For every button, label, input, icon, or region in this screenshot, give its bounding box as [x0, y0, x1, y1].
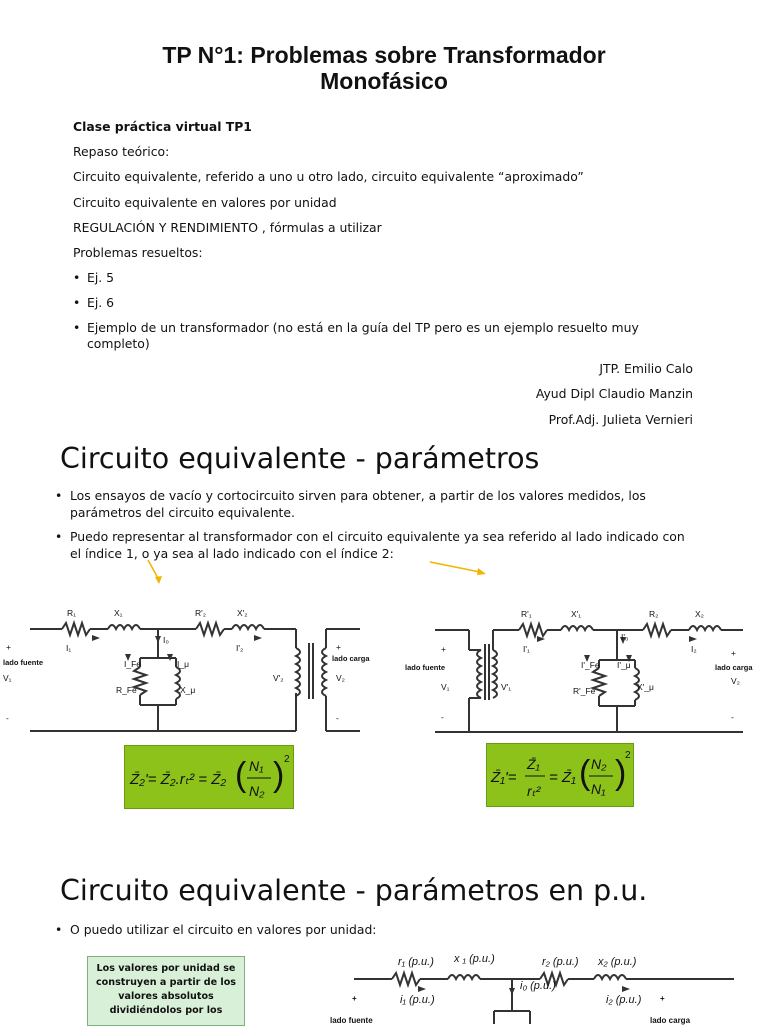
intro-line: Repaso teórico: — [73, 144, 170, 160]
paren-close: ) — [615, 754, 627, 792]
label-x2: X₂ — [695, 609, 704, 619]
title-line-2: Monofásico — [320, 68, 448, 94]
formula-text: Z̄₂'= Z̄₂.rₜ² = Z̄₂ — [130, 771, 227, 788]
per-unit-circuit — [330, 945, 740, 1025]
label-rfe: R_Fe — [116, 685, 137, 695]
formula-z1-referred — [486, 743, 634, 807]
section2-bullet: • Puedo representar al transformador con el circuito equivalente ya sea referido al lado indicado con el índice 1, o ya sea al lado indicado con el índice 2: — [55, 528, 695, 562]
fraction-denominator: N₂ — [249, 783, 265, 799]
label-lado-fuente: lado fuente — [330, 1016, 373, 1025]
plus-sign: + — [731, 648, 736, 658]
author: Prof.Adj. Julieta Vernieri — [548, 411, 693, 427]
plus-sign: + — [336, 642, 341, 652]
label-i2p: I'₂ — [236, 643, 244, 653]
label-x2p: X'₂ — [237, 608, 248, 618]
label-x1-pu: x ₁ (p.u.) — [454, 953, 495, 965]
fraction-numerator: N₁ — [249, 758, 264, 774]
label-r1: R₁ — [67, 608, 77, 618]
arrow-line — [430, 562, 480, 572]
label-x2-pu: x₂ (p.u.) — [598, 956, 637, 968]
paren-open: ( — [579, 754, 591, 792]
label-i1: I₁ — [66, 643, 72, 653]
label-v1: V₁ — [441, 682, 450, 692]
section2-bullet: • Los ensayos de vacío y cortocircuito sirven para obtener, a partir de los valores medidos, los parámetros del circuito equivalente. — [55, 487, 695, 521]
label-ife: I_Fe — [124, 659, 142, 669]
label-r1p: R'₁ — [521, 609, 532, 619]
formula-text: Z̄₁'= — [491, 769, 517, 786]
label-v2: V₂ — [731, 676, 740, 686]
intro-line: REGULACIÓN Y RENDIMIENTO , fórmulas a utilizar — [73, 219, 382, 235]
label-lado-carga: lado carga — [650, 1016, 691, 1025]
minus-sign: - — [336, 713, 339, 723]
label-imu: I_μ — [177, 659, 189, 669]
label-imup: I'_μ — [617, 660, 631, 670]
formula-z2-referred — [124, 745, 294, 809]
label-i1p: I'₁ — [523, 644, 530, 654]
label-lado-fuente: lado fuente — [405, 663, 446, 672]
equivalent-circuit-side-2 — [405, 604, 753, 737]
plus-sign: + — [6, 642, 11, 652]
intro-bullet: • Ej. 6 — [73, 290, 713, 315]
author: Ayud Dipl Claudio Manzin — [535, 386, 693, 402]
plus-sign: + — [441, 644, 446, 654]
label-r1-pu: r₁ (p.u.) — [398, 956, 434, 968]
minus-sign: - — [441, 712, 444, 722]
formula-text: = Z̄₁ — [549, 769, 576, 786]
exponent: 2 — [284, 754, 290, 765]
label-i1-pu: i₁ (p.u.) — [400, 994, 435, 1006]
minus-sign: - — [731, 712, 734, 722]
authors — [536, 356, 693, 432]
fraction-numerator: N₂ — [591, 756, 607, 772]
label-v1: V₁ — [3, 673, 12, 683]
author: JTP. Emilio Calo — [599, 361, 693, 376]
section3-bullets — [55, 921, 695, 945]
label-xmu: X_μ — [180, 685, 196, 695]
section-heading-pu: Circuito equivalente - parámetros en p.u. — [60, 874, 648, 907]
label-r2-pu: r₂ (p.u.) — [542, 956, 579, 968]
label-i2: I₂ — [691, 644, 697, 654]
title-line-1: TP N°1: Problemas sobre Transformador — [162, 42, 606, 68]
exponent: 2 — [625, 750, 631, 761]
section-heading-parametros: Circuito equivalente - parámetros — [60, 442, 540, 475]
label-i2-pu: i₂ (p.u.) — [606, 994, 642, 1006]
intro-line: Problemas resueltos: — [73, 245, 203, 261]
equivalent-circuit-side-1 — [0, 603, 370, 737]
label-i0p: I'₀ — [621, 632, 629, 642]
label-x1p: X'₁ — [571, 609, 582, 619]
arrow-head — [155, 576, 162, 584]
arrow-head — [477, 568, 486, 575]
label-i0: I₀ — [163, 635, 169, 645]
label-rfep: R'_Fe — [573, 686, 596, 696]
label-lado-carga: lado carga — [715, 663, 753, 672]
label-ifep: I'_Fe — [581, 660, 600, 670]
fraction-denominator: N₁ — [591, 781, 606, 797]
label-x1: X₁ — [114, 608, 123, 618]
label-lado-carga: lado carga — [332, 654, 370, 663]
label-v2p: V'₂ — [273, 673, 284, 683]
label-v2: V₂ — [336, 673, 345, 683]
paren-close: ) — [273, 756, 285, 794]
label-v1p: V'₁ — [501, 682, 512, 692]
intro-line: Circuito equivalente en valores por unidad — [73, 194, 337, 210]
intro-line: Circuito equivalente, referido a uno u otro lado, circuito equivalente “aproximado” — [73, 169, 584, 185]
fraction-denominator: rₜ² — [527, 783, 541, 799]
fraction-numerator: Z̄₁ — [527, 756, 540, 772]
label-lado-fuente: lado fuente — [3, 658, 44, 667]
section3-bullet: • O puedo utilizar el circuito en valores por unidad: — [55, 921, 695, 938]
pu-note-box: Los valores por unidad se construyen a partir de los valores absolutos dividiéndolos por los — [87, 956, 245, 1026]
intro-heading: Clase práctica virtual TP1 — [73, 119, 252, 134]
intro-block — [73, 114, 713, 353]
intro-bullet: • Ej. 5 — [73, 265, 713, 290]
paren-open: ( — [235, 756, 247, 794]
plus-sign: + — [352, 994, 357, 1003]
plus-sign: + — [660, 994, 665, 1003]
label-r2: R₂ — [649, 609, 659, 619]
intro-bullet: • Ejemplo de un transformador (no está en la guía del TP pero es un ejemplo resuelto muy completo) — [73, 316, 687, 353]
minus-sign: - — [6, 713, 9, 723]
label-xmup: X'_μ — [637, 682, 654, 692]
page-title — [0, 42, 768, 94]
pointer-arrows — [140, 556, 500, 596]
label-r2p: R'₂ — [195, 608, 207, 618]
label-i0-pu: i₀ (p.u.) — [520, 980, 556, 992]
